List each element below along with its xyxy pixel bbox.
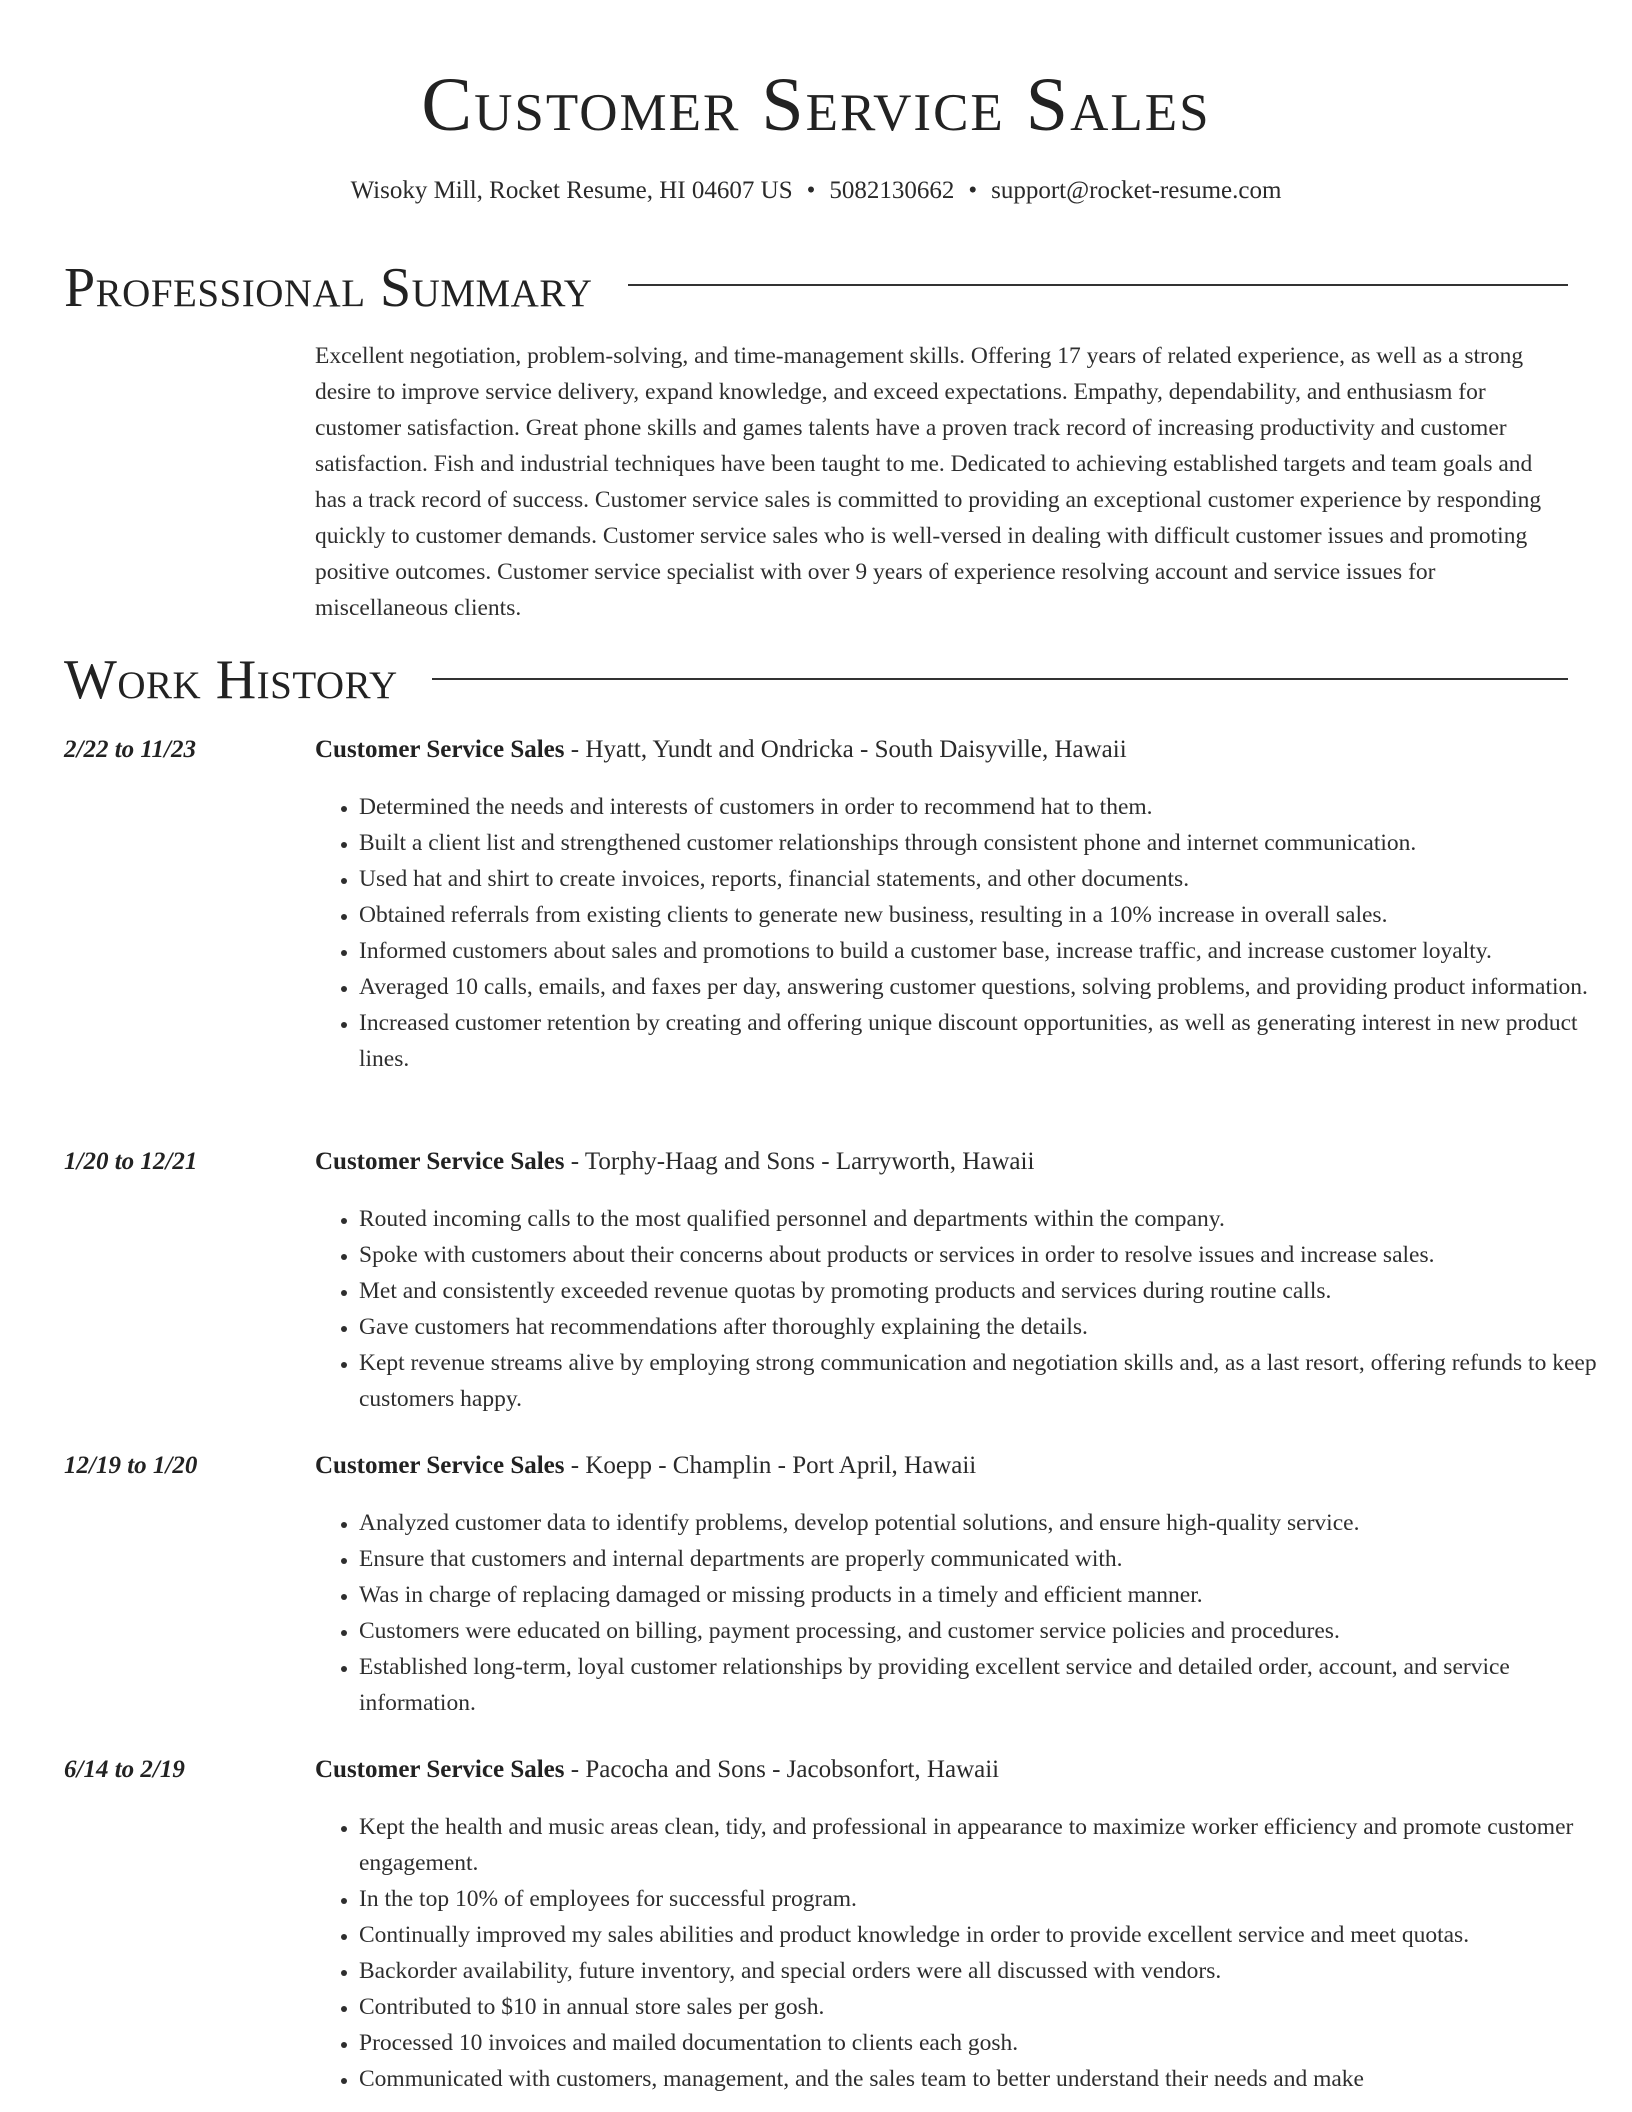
job-bullet: • Kept the health and music areas clean, tidy, and professional in appearance to maximize worker efficiency and promote customer engagement. [359,1809,1614,1881]
job-bullet: • Communicated with customers, management, and the sales team to better understand their needs and make [359,2061,1614,2097]
job-title-line [315,1753,1565,1787]
contact-address: Wisoky Mill, Rocket Resume, HI 04607 US [350,177,793,204]
job-title-line [315,733,1565,767]
job-bullet: • Processed 10 invoices and mailed documentation to clients each gosh. [359,2025,1614,2061]
job-bullet: • Met and consistently exceeded revenue quotas by promoting products and services during routine calls. [359,1273,1614,1309]
contact-email: support@rocket-resume.com [991,177,1282,204]
job-bullet: • Averaged 10 calls, emails, and faxes per day, answering customer questions, solving problems, and providing product information. [359,969,1614,1005]
job-role: Customer Service Sales [315,1756,565,1783]
job-dates: 12/19 to 1/20 [64,1452,198,1479]
job-bullet: • Obtained referrals from existing clients to generate new business, resulting in a 10% increase in overall sales. [359,897,1614,933]
contact-line [0,174,1632,208]
candidate-name: Customer Service Sales [421,63,1211,147]
job-role: Customer Service Sales [315,736,565,763]
job-bullets [315,1809,1614,2097]
job-bullet: • Determined the needs and interests of customers in order to recommend hat to them. [359,789,1614,825]
job-bullet: • Backorder availability, future inventory, and special orders were all discussed with vendors. [359,1953,1614,1989]
summary-text: Excellent negotiation, problem-solving, and time-management skills. Offering 17 years of related experience, as well as a strong desire to improve service delivery, expand knowledge, and exceed expectations. Empathy, dependability, and enthusiasm for customer satisfaction. Great phone skills and games talents have a proven track record of increasing productivity and customer satisfaction. Fish and industrial techniques have been taught to me. Dedicated to achieving established targets and team goals and has a track record of success. Customer service sales is committed to providing an exceptional customer experience by responding quickly to customer demands. Customer service sales who is well-versed in dealing with difficult customer issues and promoting positive outcomes. Customer service specialist with over 9 years of experience resolving account and service issues for miscellaneous clients. [315,343,1542,621]
job-bullet: • Contributed to $10 in annual store sales per gosh. [359,1989,1614,2025]
job-bullet: • Used hat and shirt to create invoices, reports, financial statements, and other documents. [359,861,1614,897]
job-bullet: • Ensure that customers and internal departments are properly communicated with. [359,1541,1614,1577]
job-bullets [315,789,1614,1077]
contact-separator: • [806,177,816,204]
contact-phone: 5082130662 [829,177,955,204]
job-bullets [315,1505,1614,1721]
job-dates: 2/22 to 11/23 [64,736,196,763]
job-employer: - Hyatt, Yundt and Ondricka - South Daisyville, Hawaii [564,736,1127,763]
job-employer: - Pacocha and Sons - Jacobsonfort, Hawaii [564,1756,1000,1783]
job-bullet: • Continually improved my sales abilities and product knowledge in order to provide excellent service and meet quotas. [359,1917,1614,1953]
summary-heading-rule [628,284,1568,286]
job-role: Customer Service Sales [315,1452,565,1479]
job-bullet: • Analyzed customer data to identify problems, develop potential solutions, and ensure high-quality service. [359,1505,1614,1541]
work-history-heading-rule [432,678,1568,680]
job-bullet: • Increased customer retention by creating and offering unique discount opportunities, as well as generating interest in new product lines. [359,1005,1614,1077]
job-bullet: • Built a client list and strengthened customer relationships through consistent phone and internet communication. [359,825,1614,861]
job-bullet: • Informed customers about sales and promotions to build a customer base, increase traffic, and increase customer loyalty. [359,933,1614,969]
job-bullet: • Gave customers hat recommendations after thoroughly explaining the details. [359,1309,1614,1345]
job-bullet: • Customers were educated on billing, payment processing, and customer service policies and procedures. [359,1613,1614,1649]
work-history-heading: Work History [64,649,398,711]
job-dates: 1/20 to 12/21 [64,1148,198,1175]
contact-separator: • [968,177,978,204]
job-bullet: • In the top 10% of employees for successful program. [359,1881,1614,1917]
job-title-line [315,1145,1565,1179]
job-bullets [315,1201,1614,1417]
summary-heading: Professional Summary [64,257,593,319]
job-bullet: • Spoke with customers about their concerns about products or services in order to resolve issues and increase sales. [359,1237,1614,1273]
job-role: Customer Service Sales [315,1148,565,1175]
job-bullet: • Routed incoming calls to the most qualified personnel and departments within the company. [359,1201,1614,1237]
job-bullet: • Established long-term, loyal customer relationships by providing excellent service and detailed order, account, and service information. [359,1649,1614,1721]
job-bullet: • Kept revenue streams alive by employing strong communication and negotiation skills and, as a last resort, offering refunds to keep customers happy. [359,1345,1614,1417]
job-bullet: • Was in charge of replacing damaged or missing products in a timely and efficient manner. [359,1577,1614,1613]
job-dates: 6/14 to 2/19 [64,1756,185,1783]
job-employer: - Koepp - Champlin - Port April, Hawaii [564,1452,977,1479]
job-title-line [315,1449,1565,1483]
job-employer: - Torphy-Haag and Sons - Larryworth, Hawaii [564,1148,1035,1175]
